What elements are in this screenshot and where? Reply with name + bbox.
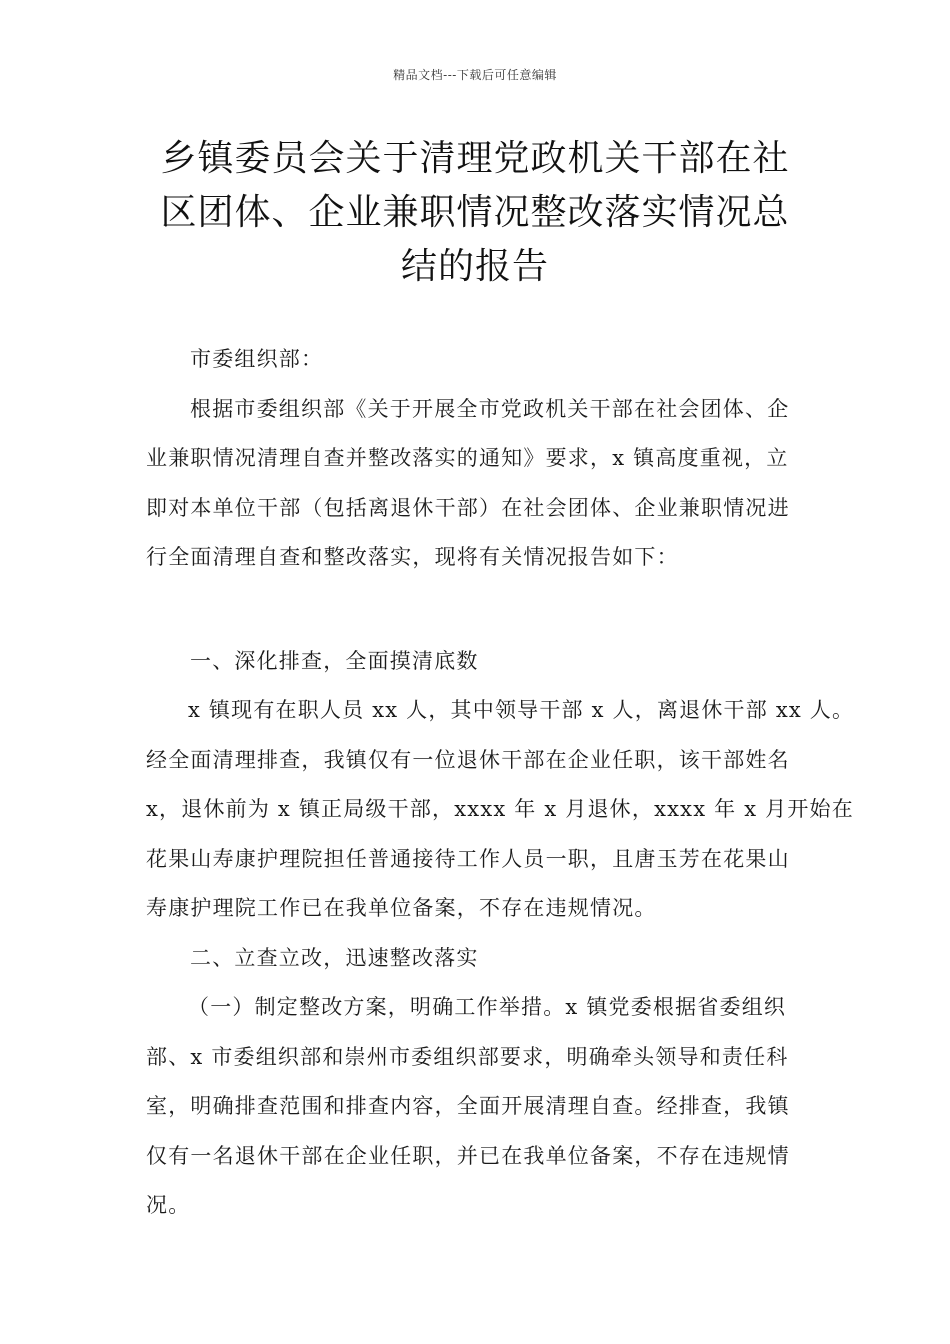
page-header: 精品文档---下载后可任意编辑 (393, 68, 557, 82)
section1-heading-text: 一、深化排查，全面摸清底数 (190, 648, 479, 673)
section1-line: 寿康护理院工作已在我单位备案，不存在违规情况。 (146, 896, 657, 920)
section1-line: x 镇现有在职人员 xx 人，其中领导干部 x 人，离退休干部 xx 人。 (188, 698, 855, 722)
section1-line: x，退休前为 x 镇正局级干部，xxxx 年 x 月退休，xxxx 年 x 月开始在 (146, 797, 854, 821)
section2-paragraph (146, 983, 816, 1231)
title-line: 乡镇委员会关于清理党政机关干部在社 (160, 138, 790, 179)
title-line: 结的报告 (400, 246, 549, 287)
section1-line: 经全面清理排查，我镇仅有一位退休干部在企业任职，该干部姓名 (146, 747, 790, 772)
document-body (146, 335, 855, 1231)
document-title (100, 132, 850, 294)
intro-line: 业兼职情况清理自查并整改落实的通知》要求，x 镇高度重视，立 (146, 446, 789, 470)
section2-line: （一）制定整改方案，明确工作举措。x 镇党委根据省委组织 (188, 995, 787, 1019)
title-line: 区团体、企业兼职情况整改落实情况总 (160, 192, 790, 233)
salutation-text: 市委组织部： (190, 347, 324, 371)
section2-line: 部、x 市委组织部和崇州市委组织部要求，明确牵头领导和责任科 (146, 1044, 789, 1069)
intro-line: 根据市委组织部《关于开展全市党政机关干部在社会团体、企 (190, 396, 790, 421)
section1-line: 花果山寿康护理院担任普通接待工作人员一职，且唐玉芳在花果山 (146, 846, 790, 871)
section2-heading-text: 二、立查立改，迅速整改落实 (190, 945, 479, 970)
intro-paragraph (146, 385, 816, 583)
section1-heading (146, 637, 816, 687)
section2-line: 仅有一名退休干部在企业任职，并已在我单位备案，不存在违规情 (146, 1143, 790, 1168)
salutation (146, 335, 816, 385)
section2-line: 况。 (146, 1193, 191, 1217)
intro-line: 行全面清理自查和整改落实，现将有关情况报告如下： (146, 545, 679, 569)
section2-line: 室，明确排查范围和排查内容，全面开展清理自查。经排查，我镇 (146, 1094, 790, 1118)
section1-paragraph (146, 686, 855, 934)
section2-heading (146, 934, 816, 984)
intro-line: 即对本单位干部（包括离退休干部）在社会团体、企业兼职情况进 (146, 495, 790, 520)
